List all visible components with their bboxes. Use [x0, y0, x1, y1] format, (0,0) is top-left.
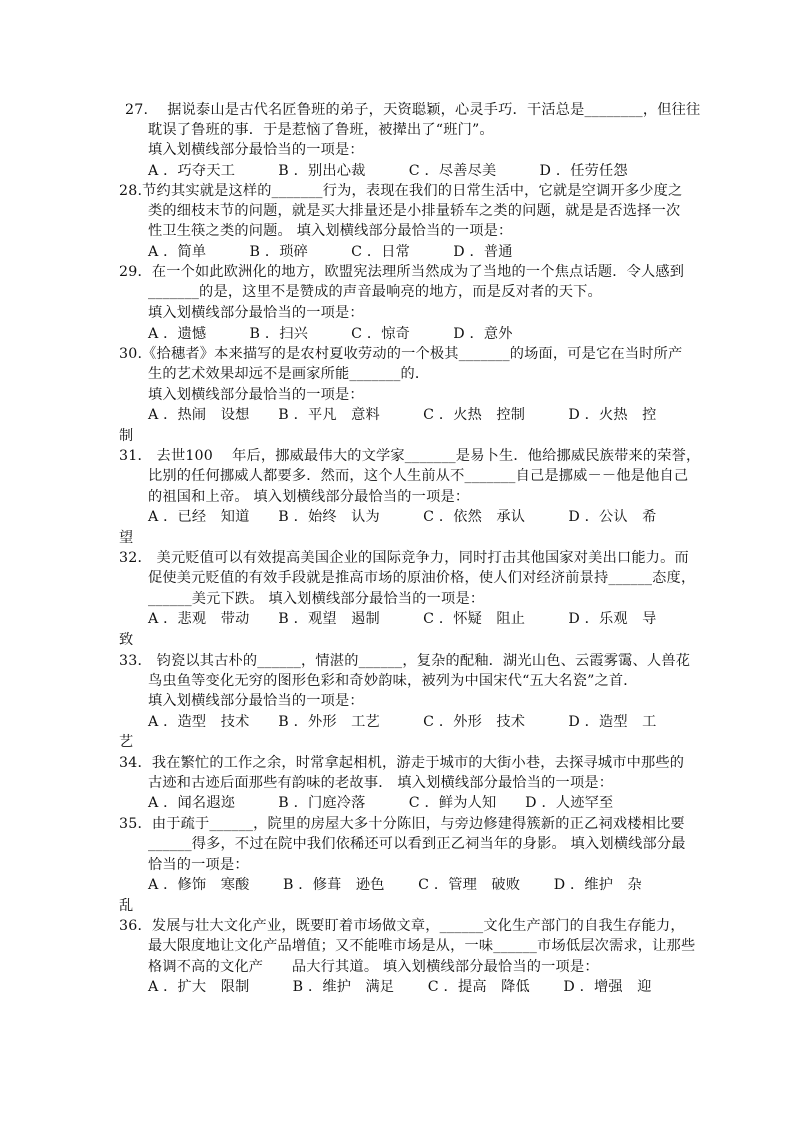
text-line: 致 — [119, 632, 134, 648]
text-line: 填入划横线部分最恰当的一项是： — [148, 387, 364, 403]
text-line: 格调不高的文化产 品大行其道。 填入划横线部分最恰当的一项是： — [148, 959, 599, 975]
text-line: 耽误了鲁班的事．于是惹恼了鲁班，被撵出了“班门”。 — [148, 122, 494, 138]
text-line: 27. 据说泰山是古代名匠鲁班的弟子，天资聪颖，心灵手巧．干活总是________，但往往 — [125, 102, 701, 118]
text-line: 望 — [119, 530, 134, 546]
text-line: 填入划横线部分最恰当的一项是： — [148, 142, 364, 158]
text-line: A ．巧夺天工 B ．别出心裁 C ．尽善尽美 D ．任劳任怨 — [148, 163, 628, 179]
text-line: 36．发展与壮大文化产业，既要盯着市场做文章，______文化生产部门的自我生存能力， — [119, 918, 685, 934]
text-line: 的祖国和上帝。 填入划横线部分最恰当的一项是： — [148, 489, 470, 505]
text-line: 类的细枝末节的问题，就是买大排量还是小排量轿车之类的问题，就是是否选择一次 — [148, 203, 681, 219]
text-line: 古迹和古迹后面那些有韵味的老故事． 填入划横线部分最恰当的一项是： — [148, 775, 614, 791]
text-line: A ．遗憾 B ．扫兴 C ．惊奇 D ．意外 — [148, 326, 513, 342]
text-line: 34．我在繁忙的工作之余，时常拿起相机，游走于城市的大街小巷，去探寻城市中那些的 — [119, 755, 685, 771]
text-line: 填入划横线部分最恰当的一项是： — [148, 693, 364, 709]
text-line: 最大限度地让文化产品增值；又不能唯市场是从，一味______市场低层次需求，让那些 — [148, 938, 696, 954]
text-line: 28.节约其实就是这样的_______行为，表现在我们的日常生活中，它就是空调开多少度之 — [119, 183, 683, 199]
text-line: 比别的任何挪威人都要多．然而，这个人生前从不_______自己是挪威－－他是他自己 — [148, 468, 689, 484]
text-line: 32． 美元贬值可以有效提高美国企业的国际竞争力，同时打击其他国家对美出口能力。而 — [119, 550, 689, 566]
text-line: 乱 — [119, 898, 134, 914]
text-line: A ．扩大 限制 B ．维护 满足 C ．提高 降低 D ．增强 迎 — [148, 979, 652, 995]
text-line: A ．造型 技术 B ．外形 工艺 C ．外形 技术 D ．造型 工 — [148, 714, 657, 730]
text-line: 性卫生筷之类的问题。 填入划横线部分最恰当的一项是： — [148, 223, 513, 239]
text-line: 恰当的一项是： — [148, 857, 249, 873]
text-line: 30.《拾穗者》本来描写的是农村夏收劳动的一个极其_______的场面，可是它在当时所产 — [119, 346, 683, 362]
text-line: 艺 — [119, 734, 134, 750]
text-line: A ．修饰 寒酸 B ．修葺 逊色 C ．管理 破败 D ．维护 杂 — [148, 877, 642, 893]
text-line: A ．已经 知道 B ．始终 认为 C ．依然 承认 D ．公认 希 — [148, 509, 657, 525]
text-line: A ．热闹 设想 B ．平凡 意料 C ．火热 控制 D ．火热 控 — [148, 407, 657, 423]
text-line: A ．简单 B ．琐碎 C ．日常 D ．普通 — [148, 244, 513, 260]
text-line: ______美元下跌。 填入划横线部分最恰当的一项是： — [148, 591, 485, 607]
text-line: 35．由于疏于______，院里的房屋大多十分陈旧，与旁边修建得簇新的正乙祠戏楼相比要 — [119, 816, 685, 832]
text-line: 33． 钧瓷以其古朴的______，情湛的______，复杂的配釉．湖光山色、云霞雾霭、人兽花 — [119, 653, 691, 669]
text-line: 29．在一个如此欧洲化的地方，欧盟宪法理所当然成为了当地的一个焦点话题．令人感到 — [119, 264, 685, 280]
text-line: A ．闻名遐迩 B ．门庭冷落 C ．鲜为人知 D ．人迹罕至 — [148, 795, 614, 811]
text-line: 填入划横线部分最恰当的一项是： — [148, 305, 364, 321]
text-line: 促使美元贬值的有效手段就是推高市场的原油价格，使人们对经济前景持______态度， — [148, 570, 696, 586]
text-line: 鸟虫鱼等变化无穷的图形色彩和奇妙韵味，被列为中国宋代“五大名瓷”之首． — [148, 673, 638, 689]
text-line: _______的是，这里不是赞成的声音最响亮的地方，而是反对者的天下。 — [148, 284, 602, 300]
text-line: A ．悲观 带动 B ．观望 遏制 C ．怀疑 阻止 D ．乐观 导 — [148, 611, 657, 627]
text-line: ______得多，不过在院中我们依稀还可以看到正乙祠当年的身影。 填入划横线部分最 — [148, 836, 686, 852]
text-line: 31． 去世100 年后，挪威最伟大的文学家_______是易卜生．他给挪威民族带来的荣誉， — [119, 448, 701, 464]
text-line: 制 — [119, 428, 134, 444]
text-line: 生的艺术效果却远不是画家所能_______的． — [148, 366, 430, 382]
